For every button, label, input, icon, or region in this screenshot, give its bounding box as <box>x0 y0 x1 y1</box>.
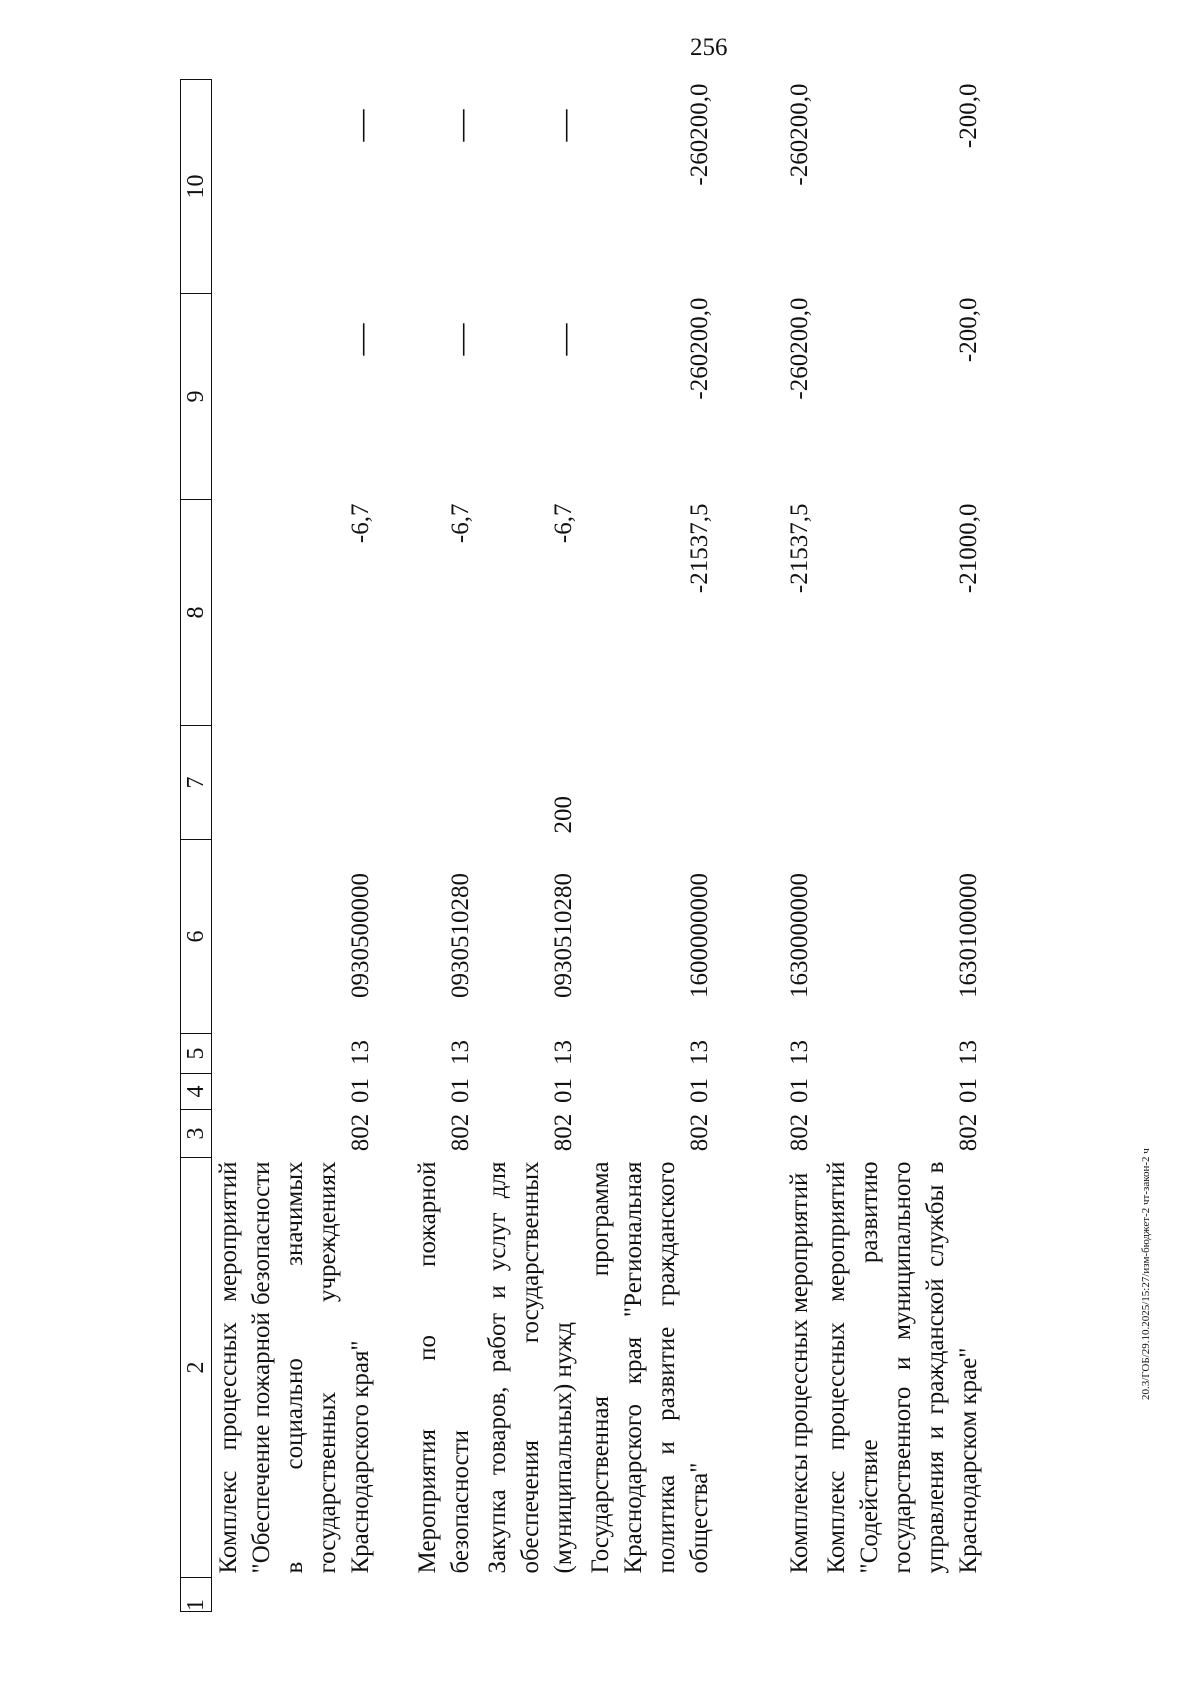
budget-table <box>180 79 989 1612</box>
table-cell: 01 <box>550 1078 577 1103</box>
table-cell: -260200,0 <box>786 83 813 186</box>
table-cell-description: Мероприятия по пожарной безопасности <box>414 1161 474 1574</box>
table-cell: -21000,0 <box>955 503 982 594</box>
table-cell: — <box>342 109 378 142</box>
table-cell <box>720 726 820 840</box>
table-cell: 01 <box>955 1078 982 1103</box>
table-cell: 1630100000 <box>955 873 982 998</box>
column-header: 9 <box>181 294 212 500</box>
table-cell: -200,0 <box>955 83 982 149</box>
table-cell: — <box>545 109 581 142</box>
column-header: 8 <box>181 500 212 726</box>
table-cell-description: Закупка товаров, работ и услуг для обеспечения государственных (муниципальных) нужд <box>484 1161 577 1574</box>
document-footer-code: 20.3/ГОБ/29.10.2025/15:27/изм-бюджет-2 чт-закон-2 ч <box>1140 1148 1152 1400</box>
table-cell: — <box>545 323 581 356</box>
table-cell: 802 <box>550 1113 577 1152</box>
table-row <box>212 80 382 1612</box>
table-cell: 802 <box>347 1113 374 1152</box>
table-cell: 1630000000 <box>786 873 813 998</box>
column-header: 5 <box>181 1034 212 1074</box>
table-cell: 13 <box>955 1040 982 1065</box>
table-cell-description: Комплекс процессных мероприятий "Обеспечение пожарной безопасности в социально значимых государственных учреждениях Краснодарского края" <box>215 1161 374 1574</box>
table-cell: -260200,0 <box>786 297 813 400</box>
table-cell: -200,0 <box>955 297 982 363</box>
table-cell <box>820 1578 989 1612</box>
column-header: 3 <box>181 1110 212 1158</box>
table-cell: 1600000000 <box>686 873 713 998</box>
table-row <box>381 80 481 1612</box>
table-cell-description: Комплекс процессных мероприятий "Содействие развитию государственного и муниципального управления и гражданской службы в Краснодарском крае" <box>823 1161 982 1574</box>
table-cell: 13 <box>347 1040 374 1065</box>
table-cell: 01 <box>686 1078 713 1103</box>
table-cell <box>481 1578 584 1612</box>
table-cell: -6,7 <box>550 503 577 544</box>
table-cell: 01 <box>447 1078 474 1103</box>
table-cell <box>720 1578 820 1612</box>
column-header: 4 <box>181 1074 212 1110</box>
column-header: 6 <box>181 840 212 1034</box>
table-cell: -21537,5 <box>786 503 813 594</box>
table-cell: 13 <box>786 1040 813 1065</box>
table-cell: 0930510280 <box>447 873 474 998</box>
table-cell: — <box>442 323 478 356</box>
table-cell <box>381 1578 481 1612</box>
table-cell: 01 <box>347 1078 374 1103</box>
column-header: 10 <box>181 80 212 294</box>
table-cell: -6,7 <box>447 503 474 544</box>
table-cell-description: Государственная программа Краснодарского края "Региональная политика и развитие гражданского общества" <box>587 1161 713 1574</box>
table-cell: 13 <box>447 1040 474 1065</box>
table-cell: 802 <box>447 1113 474 1152</box>
table-cell <box>820 726 989 840</box>
table-row <box>481 80 584 1612</box>
table-cell: 802 <box>686 1113 713 1152</box>
table-cell: 802 <box>955 1113 982 1152</box>
table-row <box>720 80 820 1612</box>
table-cell: -260200,0 <box>686 297 713 400</box>
column-header: 1 <box>181 1578 212 1612</box>
table-cell: -6,7 <box>347 503 374 544</box>
table-cell: 01 <box>786 1078 813 1103</box>
table-header-row <box>181 80 212 1612</box>
table-cell: 0930510280 <box>550 873 577 998</box>
table-cell: — <box>342 323 378 356</box>
column-header: 2 <box>181 1158 212 1578</box>
table-cell: 13 <box>550 1040 577 1065</box>
table-cell: 13 <box>686 1040 713 1065</box>
table-cell <box>212 726 382 840</box>
table-cell <box>212 1578 382 1612</box>
table-cell: 200 <box>550 796 577 834</box>
column-header: 7 <box>181 726 212 840</box>
table-cell <box>584 726 720 840</box>
table-cell: 0930500000 <box>347 873 374 998</box>
table-cell: — <box>442 109 478 142</box>
table-cell: -21537,5 <box>686 503 713 594</box>
table-cell: -260200,0 <box>686 83 713 186</box>
table-row <box>820 80 989 1612</box>
page-number: 256 <box>690 34 728 61</box>
table-row <box>584 80 720 1612</box>
table-cell-description: Комплексы процессных мероприятий <box>786 1172 813 1574</box>
table-cell <box>381 726 481 840</box>
table-cell <box>584 1578 720 1612</box>
table-cell: 802 <box>786 1113 813 1152</box>
rotated-table-container <box>180 80 982 1612</box>
